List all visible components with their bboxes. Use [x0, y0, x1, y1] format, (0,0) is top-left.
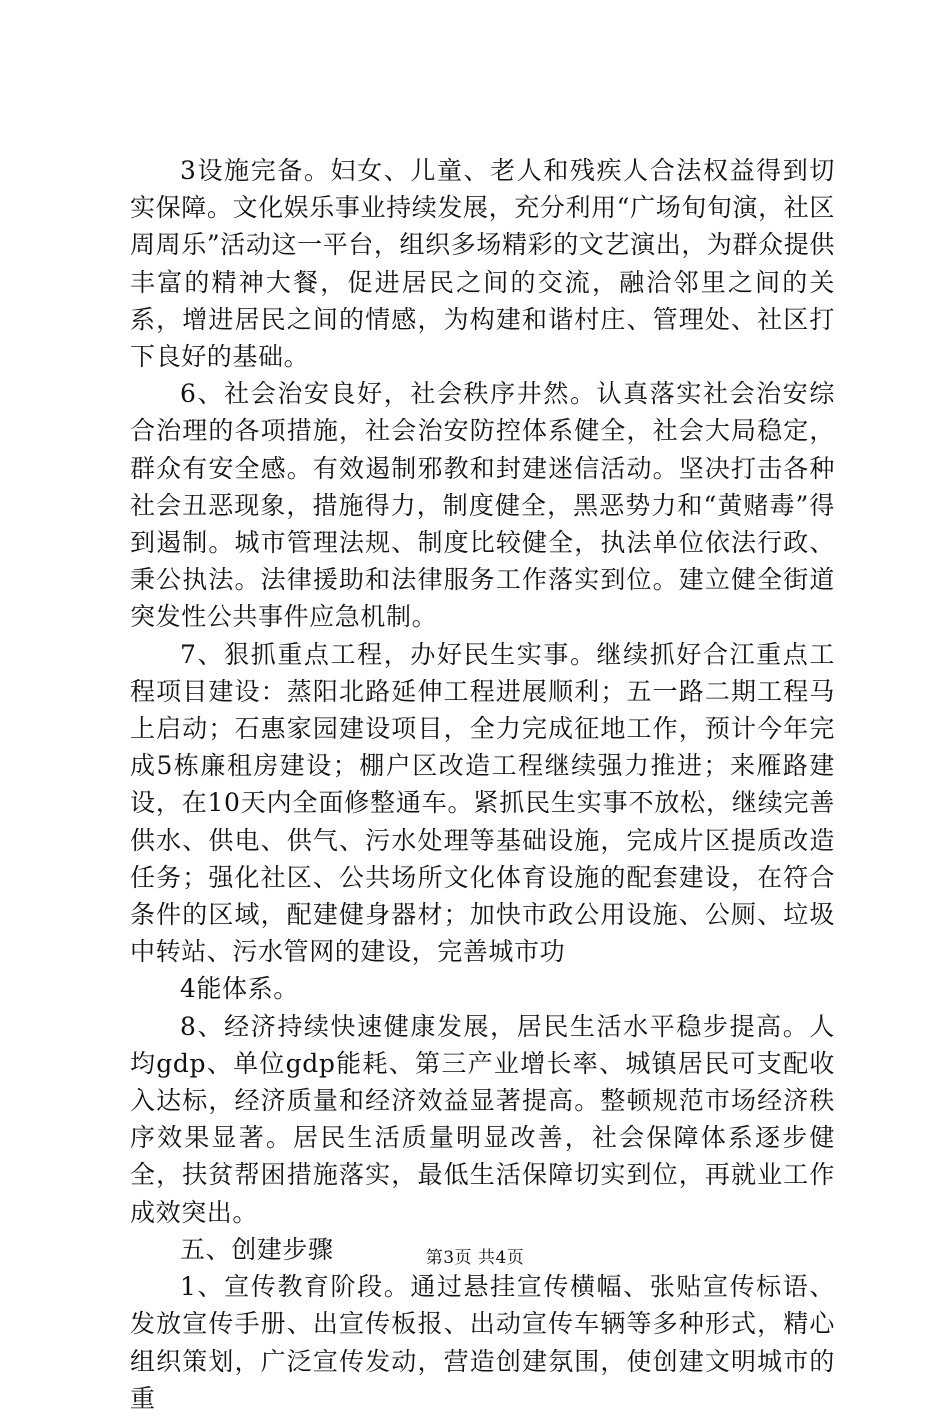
page-number-footer: 第3页 共4页 — [425, 1248, 525, 1268]
document-body — [130, 152, 835, 1417]
paragraph-function-system: 4能体系。 — [180, 974, 299, 1004]
paragraph-public-security: 6、社会治安良好，社会秩序井然。认真落实社会治安综合治理的各项措施，社会治安防控体系健全，社会大局稳定，群众有安全感。有效遏制邪教和封建迷信活动。坚决打击各种社会丑恶现象，措施得力，制度健全，黑恶势力和“黄赌毒”得到遏制。城市管理法规、制度比较健全，执法单位依法行政、秉公执法。法律援助和法律服务工作落实到位。建立健全街道突发性公共事件应急机制。 — [130, 379, 835, 632]
paragraph-facilities: 3设施完备。妇女、儿童、老人和残疾人合法权益得到切实保障。文化娱乐事业持续发展，充分利用“广场旬旬演，社区周周乐”活动这一平台，组织多场精彩的文艺演出，为群众提供丰富的精神大餐，促进居民之间的交流，融洽邻里之间的关系，增进居民之间的情感，为构建和谐村庄、管理处、社区打下良好的基础。 — [130, 156, 835, 372]
paragraph-economy: 8、经济持续快速健康发展，居民生活水平稳步提高。人均gdp、单位gdp能耗、第三产业增长率、城镇居民可支配收入达标，经济质量和经济效益显著提高。整顿规范市场经济秩序效果显著。居民生活质量明显改善，社会保障体系逐步健全，扶贫帮困措施落实，最低生活保障切实到位，再就业工作成效突出。 — [130, 1011, 835, 1227]
paragraph-publicity-stage: 1、宣传教育阶段。通过悬挂宣传横幅、张贴宣传标语、发放宣传手册、出宣传板报、出动宣传车辆等多种形式，精心组织策划，广泛宣传发动，营造创建氛围，使创建文明城市的重 — [130, 1272, 835, 1413]
paragraph-key-projects: 7、狠抓重点工程，办好民生实事。继续抓好合江重点工程项目建设：蒸阳北路延伸工程进展顺利；五一路二期工程马上启动；石惠家园建设项目，全力完成征地工作，预计今年完成5栋廉租房建设；棚户区改造工程继续强力推进；来雁路建设，在10天内全面修整通车。紧抓民生实事不放松，继续完善供水、供电、供气、污水处理等基础设施，完成片区提质改造任务；强化社区、公共场所文化体育设施的配套建设，在符合条件的区域，配建健身器材；加快市政公用设施、公厕、垃圾中转站、污水管网的建设，完善城市功 — [130, 639, 835, 967]
section-heading-steps: 五、创建步骤 — [180, 1234, 334, 1264]
